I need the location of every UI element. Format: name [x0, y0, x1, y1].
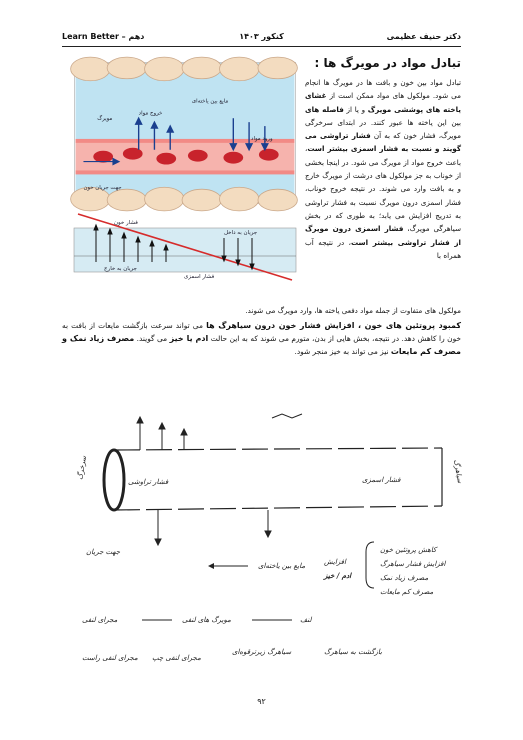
sketch-lymph-duct: مجرای لنفی: [82, 616, 118, 624]
header-exam: کنکور ۱۴۰۳: [239, 32, 284, 41]
header-author: دکتر حنیف عظیمی: [386, 32, 461, 41]
sketch-tissue-fluid: مایع بین یاخته‌ای: [258, 562, 306, 570]
label-osmotic: فشار اسمزی: [184, 274, 215, 280]
p4-mid2: می گویند.: [136, 334, 168, 343]
p2-bold-filtration: فشار تراوشی می گویند و نسبت به فشار اسمزی بیشتر است: [305, 131, 461, 154]
sketch-subclavian: سیاهرگ زیرترقوه‌ای: [232, 648, 292, 656]
sketch-inward-arrows: [155, 510, 271, 545]
p4-bold-edema: ادم یا خیز: [169, 334, 209, 343]
p4-bold-causes: کمبود پروتئین های خون ، افزایش فشار خون درون سیاهرگ ها: [206, 321, 461, 330]
label-fluid: مایع بین یاخته‌ای: [191, 98, 229, 105]
label-exit: خروج مواد: [138, 110, 163, 117]
sketch-thoracic: مجرای لنفی چپ: [152, 654, 201, 662]
sketch-tf-arrowhead: [208, 563, 214, 569]
p4-mid: می تواند سرعت بازگشت مایعات از بافت به خون را کاهش دهد. در نتیجه، بخش هایی از بدن، متورم می شوند که به این حالت: [62, 321, 461, 343]
p2-start: در ابتدای سرخرگی مویرگ، فشار خون که به آن: [305, 117, 461, 141]
p2-mid: ، باعث خروج مواد از مویرگ می شود. در اینجا بخشی از خوناب به جز مولکول های درشت از مویرگ خارج و به بافت وارد می شوند. در نتیجه خروج خوناب، فشار اسمزی درون مویرگ نسبت به فشار تراوشی به تدریج افزایش می یابد؛ به طوری که در بخش سیاهرگی مویرگ،: [305, 144, 461, 234]
page-header: [62, 32, 461, 46]
sketch-lymph-vessels: مویرگ های لنفی: [182, 616, 231, 624]
sketch-lymph: لنف: [300, 616, 312, 624]
sketch-cause-2: افزایش فشار سیاهرگ: [380, 560, 446, 568]
label-capillary: مویرگ: [97, 116, 113, 123]
sketch-brace: [366, 542, 374, 588]
p2-bold-osmotic: فشار اسمزی درون مویرگ از فشار تراوشی بیشتر است: [305, 224, 461, 247]
p1-text: تبادل مواد بین خون و بافت ها در مویرگ ها انجام می شود. مولکول های مواد ممکن است از: [305, 78, 461, 101]
sketch-artery-label: سرخرگ: [76, 455, 89, 481]
sketch-filtration-label: فشار تراوشی: [128, 478, 169, 486]
sketch-cause-3: مصرف زیاد نمک: [380, 574, 429, 582]
section-title: تبادل مواد در مویرگ ها :: [314, 56, 461, 70]
label-inward: جریان به داخل: [224, 230, 258, 236]
handwritten-sketch: [62, 392, 465, 692]
sketch-vein-return: بازگشت به سیاهرگ: [324, 648, 382, 656]
header-brand: Learn Better – دهم: [62, 32, 145, 41]
sketch-flow-label: جهت جریان: [86, 548, 121, 556]
edema-paragraph: [62, 319, 461, 358]
p1-end: بین این یاخته ها عبور کنند.: [370, 117, 461, 127]
p2-end: ، در نتیجه آب همراه با: [305, 237, 461, 260]
sketch-zigzag: [272, 414, 302, 418]
sketch-outward-arrows: [137, 417, 187, 450]
sketch-cause-4: مصرف کم مایعات: [380, 588, 434, 596]
p1-bold-membrane: غشای یاخته های پوششی مویرگ: [305, 91, 461, 114]
right-column-text: [305, 76, 461, 262]
tissue-fluid-background: [76, 63, 295, 203]
label-outward: جریان به خارج: [104, 266, 137, 272]
label-blood-pressure: فشار خون: [114, 220, 138, 226]
label-entry: ورود مواد: [251, 135, 273, 142]
header-divider: [62, 46, 461, 47]
pressure-graph-figure: [74, 210, 296, 302]
label-flow: جهت جریان خون: [83, 185, 122, 192]
p1-mid: و یا از: [346, 104, 366, 114]
p1-bold-gaps: فاصله های: [305, 104, 344, 114]
sketch-vein-label: سیاهرگ: [452, 458, 465, 484]
p4-end: نیز می تواند به خیز منجر شود.: [294, 347, 389, 356]
sketch-cause-1: کاهش پروتئین خون: [380, 546, 437, 554]
p3-text: مولکول های متفاوت از جمله مواد دفعی یاخته ها، وارد مویرگ می شوند.: [245, 306, 461, 315]
sketch-excess: افزایش: [324, 558, 346, 566]
sketch-right-duct: مجرای لنفی راست: [82, 654, 138, 662]
page-number: ۹۲: [257, 697, 266, 706]
sketch-edema: ادم / خیز: [324, 571, 352, 580]
capillary-exchange-figure: [74, 62, 296, 204]
capillary-wall-bottom: [76, 170, 295, 174]
p4-bold-salt: مصرف زیاد نمک و مصرف کم مایعات: [62, 334, 461, 356]
sketch-osmotic-label: فشار اسمزی: [362, 476, 401, 484]
